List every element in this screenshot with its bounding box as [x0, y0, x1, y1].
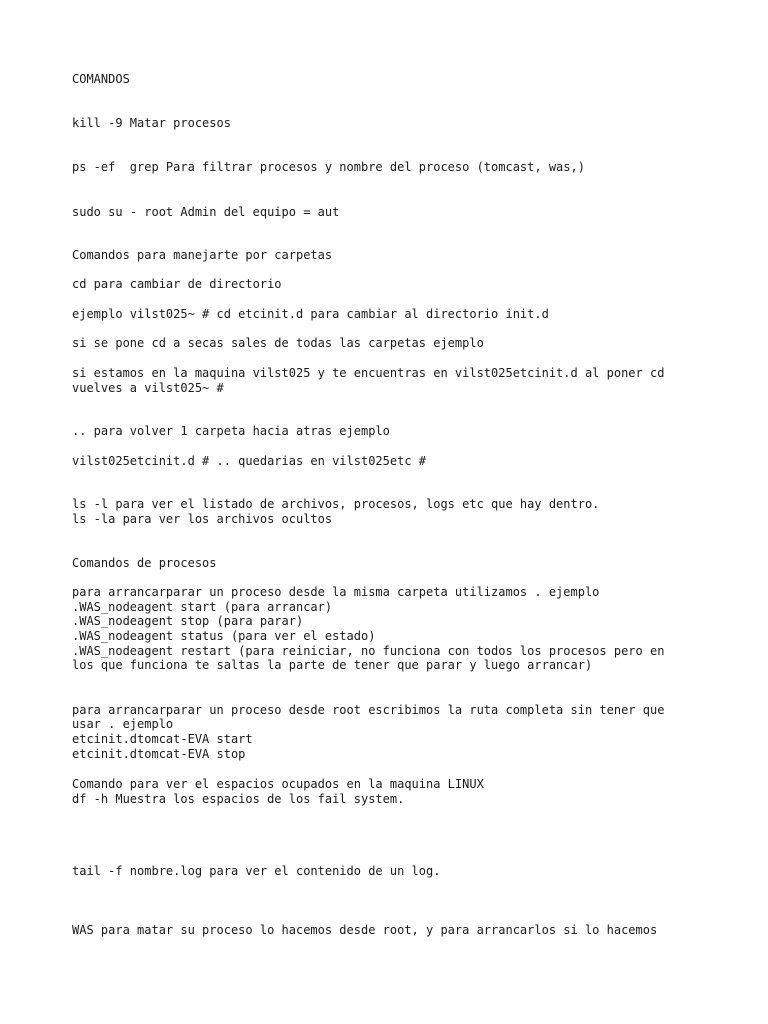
text-line: para arrancarparar un proceso desde la misma carpeta utilizamos . ejemplo	[72, 585, 600, 599]
text-line: Comandos para manejarte por carpetas	[72, 248, 333, 262]
text-line: vilst025etcinit.d # .. quedarias en vilst025etc #	[72, 454, 427, 468]
text-line: ejemplo vilst025~ # cd etcinit.d para cambiar al directorio init.d	[72, 307, 549, 321]
text-line: df -h Muestra los espacios de los fail system.	[72, 792, 405, 806]
text-line: .WAS_nodeagent status (para ver el estado)	[72, 629, 376, 643]
text-line: .WAS_nodeagent start (para arrancar)	[72, 600, 333, 614]
heading-comandos: COMANDOS	[72, 72, 130, 86]
text-line: los que funciona te saltas la parte de tener que parar y luego arrancar)	[72, 658, 593, 672]
text-line: ps -ef grep Para filtrar procesos y nombre del proceso (tomcast, was,)	[72, 160, 585, 174]
text-line: .WAS_nodeagent stop (para parar)	[72, 614, 304, 628]
text-line: WAS para matar su proceso lo hacemos desde root, y para arrancarlos si lo hacemos	[72, 923, 658, 937]
text-line: ls -la para ver los archivos ocultos	[72, 512, 333, 526]
text-line: etcinit.dtomcat-EVA start	[72, 732, 253, 746]
text-line: cd para cambiar de directorio	[72, 277, 282, 291]
text-line: .WAS_nodeagent restart (para reiniciar, no funciona con todos los procesos pero en	[72, 644, 665, 658]
text-line: usar . ejemplo	[72, 717, 174, 731]
text-line: Comando para ver el espacios ocupados en la maquina LINUX	[72, 777, 484, 791]
text-line: vuelves a vilst025~ #	[72, 381, 224, 395]
text-line: tail -f nombre.log para ver el contenido de un log.	[72, 864, 441, 878]
text-line: para arrancarparar un proceso desde root escribimos la ruta completa sin tener que	[72, 703, 665, 717]
text-line: .. para volver 1 carpeta hacia atras ejemplo	[72, 424, 390, 438]
text-line: ls -l para ver el listado de archivos, procesos, logs etc que hay dentro.	[72, 497, 600, 511]
text-line: si estamos en la maquina vilst025 y te encuentras en vilst025etcinit.d al poner cd	[72, 366, 665, 380]
text-line: si se pone cd a secas sales de todas las carpetas ejemplo	[72, 336, 484, 350]
text-line: Comandos de procesos	[72, 556, 217, 570]
text-line: sudo su - root Admin del equipo = aut	[72, 205, 340, 219]
text-line: etcinit.dtomcat-EVA stop	[72, 747, 246, 761]
text-line: kill -9 Matar procesos	[72, 116, 231, 130]
